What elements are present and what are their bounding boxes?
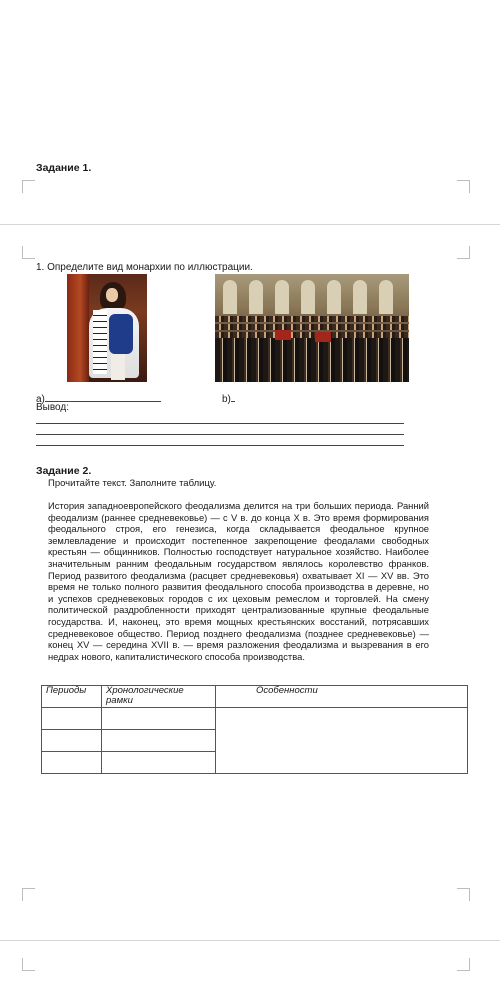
page-corner-mark (22, 246, 35, 259)
answer-a-label: а) (36, 394, 45, 405)
conclusion-line[interactable] (36, 423, 404, 424)
page-corner-mark (22, 180, 35, 193)
header-features: Особенности (216, 686, 468, 708)
conclusion-label: Вывод: (36, 402, 70, 413)
table-cell[interactable] (102, 752, 216, 774)
table-cell[interactable] (42, 752, 102, 774)
table-header-row (42, 686, 468, 708)
table-cell[interactable] (42, 708, 102, 730)
task2-instruction: Прочитайте текст. Заполните таблицу. (48, 478, 217, 489)
page-divider (0, 224, 500, 225)
task2-title: Задание 2. (36, 465, 92, 477)
table-cell[interactable] (102, 708, 216, 730)
answer-a-blank[interactable] (45, 392, 161, 402)
table-row (42, 708, 468, 730)
table-cell[interactable] (102, 730, 216, 752)
table-cell[interactable] (42, 730, 102, 752)
page-corner-mark (457, 180, 470, 193)
header-periods: Периоды (42, 686, 102, 708)
page-corner-mark (457, 888, 470, 901)
page-corner-mark (22, 958, 35, 971)
history-text (48, 500, 429, 662)
task1-question: 1. Определите вид монархии по иллюстрации. (36, 262, 253, 273)
history-paragraph: История западноевропейского феодализма делится на три больших периода. Ранний феодализм (раннее средневековье) — с V в. до конца X в. Это время формирования феодального строя, его генезиса, когда складывается феодальное крупное землевладение и происходит постепенное закрепощение феодалами свободных крестьян — общинников. Полностью господствует натуральное хозяйство. Наиболее значительным ранним феодальным государством являлось королевство франков. Период развитого феодализма (расцвет средневековья) охватывает XI — XV вв. Это время не только полного развития феодального способа производства в деревне, но и успехов средневековых городов с их цеховым ремеслом и торговлей. На смену политической раздробленности приходят централизованные крупные феодальные государства. И, наконец, это время мощных крестьянских восстаний, потрясавших средневековое общество. Период позднего феодализма (позднее средневековье) — конец XV — середина XVII в. — время разложения феодализма и вызревания в его недрах нового, капиталистического способа производства. (48, 500, 429, 662)
answer-b-label: b) (222, 394, 231, 405)
periods-table (41, 685, 468, 774)
page-corner-mark (22, 888, 35, 901)
task1-title: Задание 1. (36, 162, 92, 174)
conclusion-line[interactable] (36, 434, 404, 435)
answer-b (222, 392, 235, 405)
page-divider (0, 940, 500, 941)
monarch-portrait-illustration (67, 274, 147, 382)
conclusion-line[interactable] (36, 445, 404, 446)
answer-b-blank[interactable] (231, 392, 235, 402)
page-corner-mark (457, 958, 470, 971)
page-corner-mark (457, 246, 470, 259)
estates-assembly-illustration (215, 274, 409, 382)
table-cell[interactable] (216, 708, 468, 774)
header-chronology: Хронологические рамки (102, 686, 216, 708)
